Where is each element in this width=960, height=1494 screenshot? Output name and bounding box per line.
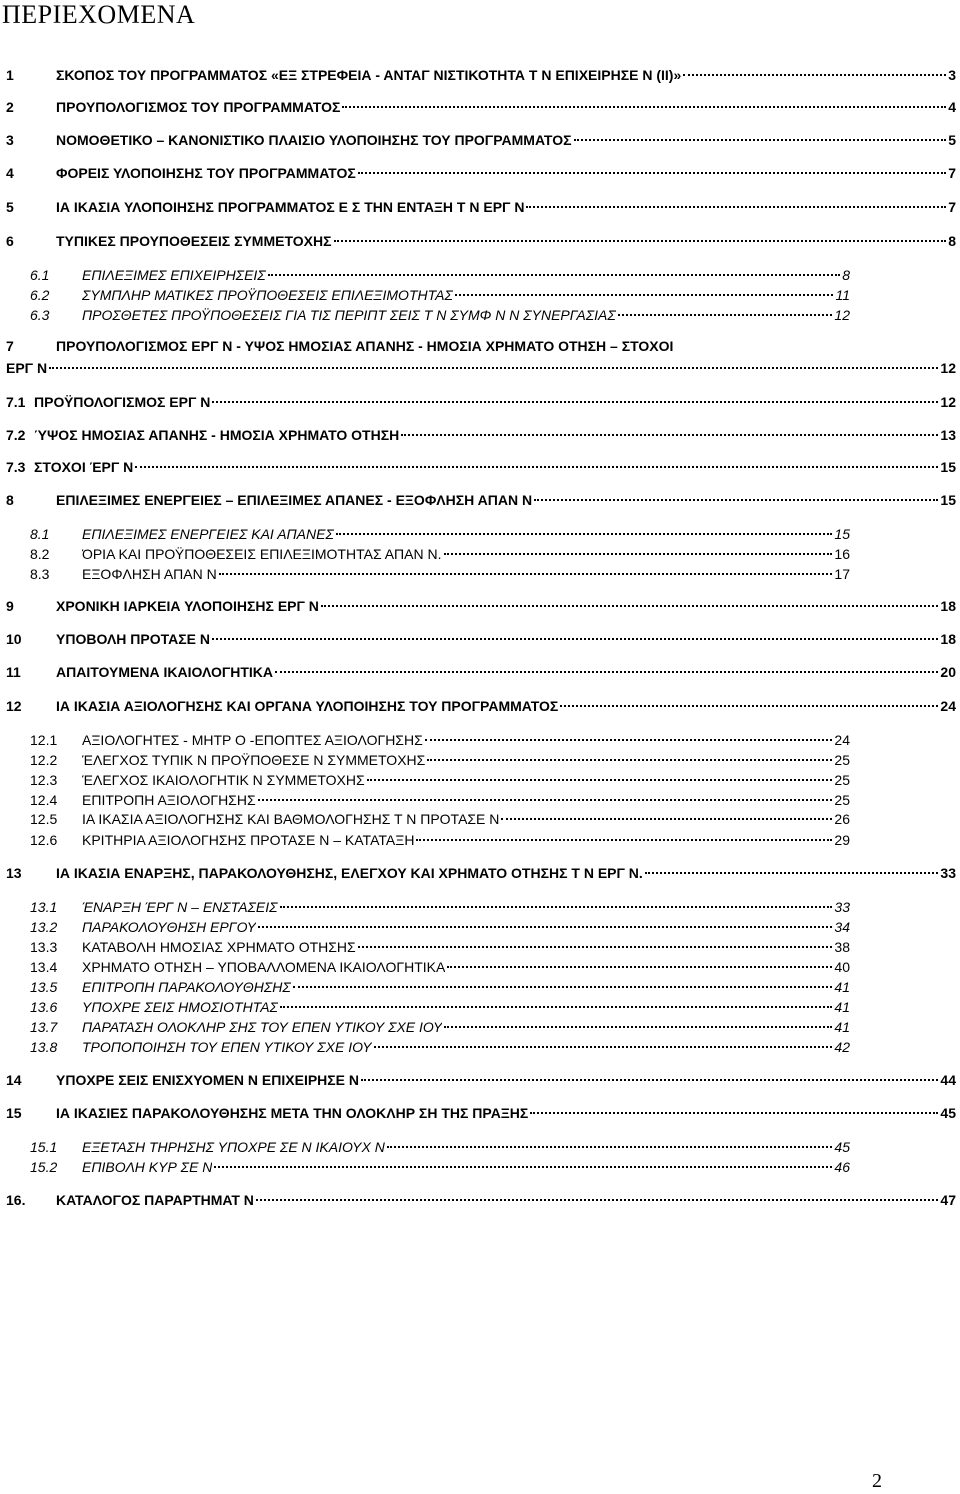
toc-entry-title: ΕΞΕΤΑΣΗ ΤΗΡΗΣΗΣ ΥΠΟΧΡΕ ΣΕ Ν ΙΚΑΙΟΥΧ Ν (82, 1139, 385, 1155)
toc-entry-page: 15 (940, 459, 956, 475)
toc-entry-number: 15 (6, 1105, 22, 1121)
toc-entry-number: 15.1 (30, 1139, 58, 1155)
toc-entry-title: ΝΟΜΟΘΕΤΙΚΟ – ΚΑΝΟΝΙΣΤΙΚΟ ΠΛΑΙΣΙΟ ΥΛΟΠΟΙΗΣΗΣ ΤΟΥ ΠΡΟΓΡΑΜΜΑΤΟΣ (56, 132, 572, 148)
dot-leader (367, 779, 833, 781)
toc-entry-page: 18 (940, 631, 956, 647)
toc-entry-number: 4 (6, 165, 14, 181)
toc-entry[interactable] (6, 132, 956, 148)
toc-subentry[interactable] (30, 566, 850, 582)
toc-entry-page: 44 (940, 1072, 956, 1088)
toc-entry-number: 6.3 (30, 307, 50, 323)
toc-entry-title: ΕΠΙΤΡΟΠΗ ΑΞΙΟΛΟΓΗΣΗΣ (82, 792, 256, 808)
dot-leader (256, 1199, 939, 1201)
toc-entry[interactable] (6, 598, 956, 614)
toc-entry-number: 1 (6, 67, 14, 83)
toc-entry-title: ΚΡΙΤΗΡΙΑ ΑΞΙΟΛΟΓΗΣΗΣ ΠΡΟΤΑΣΕ Ν – ΚΑΤΑΤΑΞΗ (82, 832, 415, 848)
toc-subentry[interactable] (30, 732, 850, 748)
toc-entry-number: 8 (6, 492, 14, 508)
toc-entry-title: ΠΡΟΥΠΟΛΟΓΙΣΜΟΣ ΕΡΓ Ν - ΥΨΟΣ ΗΜΟΣΙΑΣ ΑΠΑΝΗΣ - ΗΜΟΣΙΑ ΧΡΗΜΑΤΟ ΟΤΗΣΗ – ΣΤΟΧΟΙ (56, 338, 674, 354)
toc-entry-page: 25 (834, 772, 850, 788)
toc-subentry[interactable] (30, 267, 850, 283)
toc-entry-page: 15 (834, 526, 850, 542)
dot-leader (501, 818, 832, 820)
toc-subentry[interactable] (30, 546, 850, 562)
toc-entry-page: 45 (940, 1105, 956, 1121)
dot-leader (526, 206, 946, 208)
toc-entry[interactable] (6, 459, 956, 475)
dot-leader (135, 466, 938, 468)
toc-entry-number: 12.5 (30, 811, 58, 827)
toc-entry-number: 5 (6, 199, 14, 215)
toc-entry[interactable] (6, 199, 956, 215)
toc-entry[interactable] (6, 664, 956, 680)
toc-entry-number: 12.6 (30, 832, 58, 848)
toc-entry-page: 38 (834, 939, 850, 955)
toc-entry-title: ΥΠΟΧΡΕ ΣΕΙΣ ΗΜΟΣΙΟΤΗΤΑΣ (82, 999, 278, 1015)
toc-entry-page: 25 (834, 792, 850, 808)
toc-entry-number: 13.7 (30, 1019, 58, 1035)
dot-leader (280, 1006, 832, 1008)
toc-subentry[interactable] (30, 959, 850, 975)
toc-entry-title: ΈΛΕΓΧΟΣ ΙΚΑΙΟΛΟΓΗΤΙΚ Ν ΣΥΜΜΕΤΟΧΗΣ (82, 772, 365, 788)
toc-entry-continuation[interactable] (6, 360, 956, 376)
dot-leader (336, 533, 833, 535)
toc-entry-title: ΕΠΙΛΕΞΙΜΕΣ ΕΠΙΧΕΙΡΗΣΕΙΣ (82, 267, 266, 283)
dot-leader (358, 172, 946, 174)
toc-entry-title: ΠΡΟΥΠΟΛΟΓΙΣΜΟΣ ΤΟΥ ΠΡΟΓΡΑΜΜΑΤΟΣ (56, 99, 341, 115)
toc-entry[interactable] (6, 99, 956, 115)
dot-leader (645, 872, 939, 874)
toc-subentry[interactable] (30, 979, 850, 995)
toc-entry-title: ΙΑ ΙΚΑΣΙΑ ΥΛΟΠΟΙΗΣΗΣ ΠΡΟΓΡΑΜΜΑΤΟΣ Ε Σ ΤΗΝ ΕΝΤΑΞΗ Τ Ν ΕΡΓ Ν (56, 199, 525, 215)
toc-entry-number: 8.1 (30, 526, 50, 542)
toc-subentry[interactable] (30, 919, 850, 935)
toc-subentry[interactable] (30, 792, 850, 808)
toc-entry-title: ΧΡΟΝΙΚΗ ΙΑΡΚΕΙΑ ΥΛΟΠΟΙΗΣΗΣ ΕΡΓ Ν (56, 598, 319, 614)
toc-entry-number: 13.2 (30, 919, 58, 935)
toc-entry-number: 10 (6, 631, 22, 647)
toc-subentry[interactable] (30, 772, 850, 788)
toc-entry-page: 11 (835, 287, 850, 303)
dot-leader (683, 74, 946, 76)
dot-leader (387, 1146, 833, 1148)
toc-entry-number: 13.8 (30, 1039, 58, 1055)
toc-entry[interactable] (6, 394, 956, 410)
toc-entry-page: 26 (834, 811, 850, 827)
toc-entry-page: 24 (940, 698, 956, 714)
toc-entry-number: 14 (6, 1072, 22, 1088)
toc-entry[interactable] (6, 233, 956, 249)
toc-entry-page: 42 (834, 1039, 850, 1055)
toc-entry-number: 7 (6, 338, 14, 354)
toc-entry-title: ΕΠΙΛΕΞΙΜΕΣ ΕΝΕΡΓΕΙΕΣ – ΕΠΙΛΕΞΙΜΕΣ ΑΠΑΝΕΣ - ΕΞΟΦΛΗΣΗ ΑΠΑΝ Ν (56, 492, 533, 508)
toc-entry[interactable] (6, 865, 956, 881)
toc-subentry[interactable] (30, 939, 850, 955)
page-title: ΠΕΡΙΕΧΟΜΕΝΑ (2, 0, 196, 29)
toc-entry-number: 13.3 (30, 939, 58, 955)
toc-entry-title: ΚΑΤΑΒΟΛΗ ΗΜΟΣΙΑΣ ΧΡΗΜΑΤΟ ΟΤΗΣΗΣ (82, 939, 356, 955)
toc-entry-number: 8.3 (30, 566, 50, 582)
toc-entry-title: ΚΑΤΑΛΟΓΟΣ ΠΑΡΑΡΤΗΜΑΤ Ν (56, 1192, 254, 1208)
dot-leader (574, 139, 947, 141)
dot-leader (342, 106, 946, 108)
toc-entry-title: ΣΚΟΠΟΣ ΤΟΥ ΠΡΟΓΡΑΜΜΑΤΟΣ «ΕΞ ΣΤΡΕΦΕΙΑ - ΑΝΤΑΓ ΝΙΣΤΙΚΟΤΗΤΑ Τ Ν ΕΠΙΧΕΙΡΗΣΕ Ν (ΙΙ)» (56, 67, 682, 83)
toc-subentry[interactable] (30, 899, 850, 915)
dot-leader (293, 986, 833, 988)
toc-entry[interactable] (6, 338, 956, 354)
toc-subentry[interactable] (30, 526, 850, 542)
dot-leader (425, 739, 833, 741)
toc-entry-title: ΈΛΕΓΧΟΣ ΤΥΠΙΚ Ν ΠΡΟΫΠΟΘΕΣΕ Ν ΣΥΜΜΕΤΟΧΗΣ (82, 752, 426, 768)
dot-leader (49, 367, 938, 369)
toc-entry-title: ΕΞΟΦΛΗΣΗ ΑΠΑΝ Ν (82, 566, 217, 582)
dot-leader (214, 1166, 832, 1168)
toc-entry-page: 16 (834, 546, 850, 562)
toc-entry-page: 12 (940, 360, 956, 376)
toc-subentry[interactable] (30, 1039, 850, 1055)
toc-entry-page: 8 (842, 267, 850, 283)
toc-entry-title: ΠΑΡΑΚΟΛΟΥΘΗΣΗ ΕΡΓΟΥ (82, 919, 257, 935)
dot-leader (280, 906, 833, 908)
toc-entry-number: 13.5 (30, 979, 58, 995)
dot-leader (258, 799, 833, 801)
toc-entry-page: 18 (940, 598, 956, 614)
toc-subentry[interactable] (30, 287, 850, 303)
dot-leader (374, 1046, 833, 1048)
dot-leader (212, 401, 938, 403)
toc-entry-page: 5 (948, 132, 956, 148)
toc-entry-number: 13.1 (30, 899, 58, 915)
dot-leader (334, 240, 947, 242)
toc-entry-page: 7 (948, 199, 956, 215)
toc-subentry[interactable] (30, 752, 850, 768)
toc-subentry[interactable] (30, 307, 850, 323)
toc-entry-page: 41 (834, 1019, 850, 1035)
toc-entry-page: 13 (940, 427, 956, 443)
toc-entry-number: 12.3 (30, 772, 58, 788)
toc-entry-number: 15.2 (30, 1159, 58, 1175)
toc-entry-number: 7.1 (6, 394, 26, 410)
toc-entry-number: 13.6 (30, 999, 58, 1015)
dot-leader (212, 638, 938, 640)
toc-entry[interactable] (6, 698, 956, 714)
toc-entry-page: 45 (834, 1139, 850, 1155)
toc-entry-number: 12.4 (30, 792, 58, 808)
dot-leader (444, 553, 833, 555)
dot-leader (447, 966, 832, 968)
toc-entry-title: ΧΡΗΜΑΤΟ ΟΤΗΣΗ – ΥΠΟΒΑΛΛΟΜΕΝΑ ΙΚΑΙΟΛΟΓΗΤΙΚΑ (82, 959, 446, 975)
dot-leader (321, 605, 939, 607)
toc-entry[interactable] (6, 67, 956, 83)
toc-entry-number: 12.1 (30, 732, 58, 748)
toc-entry-number: 12 (6, 698, 22, 714)
toc-entry-page: 29 (834, 832, 850, 848)
toc-entry-number: 13 (6, 865, 22, 881)
toc-entry-page: 24 (834, 732, 850, 748)
toc-entry-title: ΣΥΜΠΛΗΡ ΜΑΤΙΚΕΣ ΠΡΟΫΠΟΘΕΣΕΙΣ ΕΠΙΛΕΞΙΜΟΤΗΤΑΣ (82, 287, 453, 303)
toc-entry-page: 12 (834, 307, 850, 323)
toc-subentry[interactable] (30, 811, 850, 827)
toc-entry-title: ΑΠΑΙΤΟΥΜΕΝΑ ΙΚΑΙΟΛΟΓΗΤΙΚΑ (56, 664, 274, 680)
toc-entry-title: ΠΡΟΫΠΟΛΟΓΙΣΜΟΣ ΕΡΓ Ν (34, 394, 211, 410)
toc-entry-page: 47 (940, 1192, 956, 1208)
toc-entry-number: 12.2 (30, 752, 58, 768)
toc-entry-title: ΥΠΟΒΟΛΗ ΠΡΟΤΑΣΕ Ν (56, 631, 210, 647)
toc-entry-page: 17 (834, 566, 850, 582)
toc-entry-title: ΈΝΑΡΞΗ ΈΡΓ Ν – ΕΝΣΤΑΣΕΙΣ (82, 899, 278, 915)
dot-leader (275, 671, 938, 673)
toc-entry-page: 41 (834, 999, 850, 1015)
toc-entry-number: 6.2 (30, 287, 50, 303)
toc-entry-title: ΙΑ ΙΚΑΣΙΑ ΑΞΙΟΛΟΓΗΣΗΣ ΚΑΙ ΒΑΘΜΟΛΟΓΗΣΗΣ Τ Ν ΠΡΟΤΑΣΕ Ν (82, 811, 500, 827)
dot-leader (618, 314, 833, 316)
toc-subentry[interactable] (30, 999, 850, 1015)
dot-leader (258, 926, 832, 928)
toc-entry-page: 33 (940, 865, 956, 881)
toc-subentry[interactable] (30, 1159, 850, 1175)
toc-entry-number: 2 (6, 99, 14, 115)
toc-entry-title: ΠΑΡΑΤΑΣΗ ΟΛΟΚΛΗΡ ΣΗΣ ΤΟΥ ΕΠΕΝ ΥΤΙΚΟΥ ΣΧΕ ΙΟΥ (82, 1019, 443, 1035)
dot-leader (416, 839, 832, 841)
toc-entry-page: 34 (834, 919, 850, 935)
toc-entry-page: 7 (948, 165, 956, 181)
dot-leader (455, 294, 834, 296)
dot-leader (427, 759, 832, 761)
toc-entry-title: ΕΠΙΛΕΞΙΜΕΣ ΕΝΕΡΓΕΙΕΣ ΚΑΙ ΑΠΑΝΕΣ (82, 526, 334, 542)
toc-entry-page: 8 (948, 233, 956, 249)
dot-leader (361, 1079, 938, 1081)
dot-leader (530, 1112, 938, 1114)
toc-entry-page: 46 (834, 1159, 850, 1175)
toc-entry[interactable] (6, 492, 956, 508)
toc-entry[interactable] (6, 631, 956, 647)
toc-entry-page: 33 (834, 899, 850, 915)
dot-leader (358, 946, 833, 948)
toc-entry-page: 25 (834, 752, 850, 768)
toc-entry[interactable] (6, 427, 956, 443)
toc-entry-title: ΕΠΙΒΟΛΗ ΚΥΡ ΣΕ Ν (82, 1159, 213, 1175)
dot-leader (401, 434, 938, 436)
toc-entry-page: 3 (948, 67, 956, 83)
toc-entry-page: 20 (940, 664, 956, 680)
toc-entry-number: 9 (6, 598, 14, 614)
toc-entry-title: ΌΡΙΑ ΚΑΙ ΠΡΟΫΠΟΘΕΣΕΙΣ ΕΠΙΛΕΞΙΜΟΤΗΤΑΣ ΑΠΑΝ Ν. (82, 546, 442, 562)
toc-entry-page: 40 (834, 959, 850, 975)
page-number: 2 (872, 1470, 882, 1492)
toc-entry-title: ΠΡΟΣΘΕΤΕΣ ΠΡΟΫΠΟΘΕΣΕΙΣ ΓΙΑ ΤΙΣ ΠΕΡΙΠΤ ΣΕΙΣ Τ Ν ΣΥΜΦ Ν Ν ΣΥΝΕΡΓΑΣΙΑΣ (82, 307, 616, 323)
toc-entry-title: ΙΑ ΙΚΑΣΙΕΣ ΠΑΡΑΚΟΛΟΥΘΗΣΗΣ ΜΕΤΑ ΤΗΝ ΟΛΟΚΛΗΡ ΣΗ ΤΗΣ ΠΡΑΞΗΣ (56, 1105, 529, 1121)
dot-leader (219, 573, 833, 575)
toc-entry[interactable] (6, 165, 956, 181)
toc-entry-number: 7.2 (6, 427, 26, 443)
toc-entry-title-continuation: ΕΡΓ Ν (6, 360, 48, 376)
toc-entry-title: ΑΞΙΟΛΟΓΗΤΕΣ - ΜΗΤΡ Ο -ΕΠΟΠΤΕΣ ΑΞΙΟΛΟΓΗΣΗΣ (82, 732, 423, 748)
dot-leader (534, 499, 938, 501)
toc-entry-page: 15 (940, 492, 956, 508)
toc-entry-number: 8.2 (30, 546, 50, 562)
toc-entry-title: ΥΠΟΧΡΕ ΣΕΙΣ ΕΝΙΣΧΥΟΜΕΝ Ν ΕΠΙΧΕΙΡΗΣΕ Ν (56, 1072, 360, 1088)
dot-leader (268, 274, 841, 276)
toc-subentry[interactable] (30, 832, 850, 848)
toc-entry-title: ΙΑ ΙΚΑΣΙΑ ΑΞΙΟΛΟΓΗΣΗΣ ΚΑΙ ΟΡΓΑΝΑ ΥΛΟΠΟΙΗΣΗΣ ΤΟΥ ΠΡΟΓΡΑΜΜΑΤΟΣ (56, 698, 559, 714)
toc-entry-number: 11 (6, 664, 21, 680)
toc-entry-number: 6.1 (30, 267, 50, 283)
toc-subentry[interactable] (30, 1019, 850, 1035)
toc-entry-title: ΎΨΟΣ ΗΜΟΣΙΑΣ ΑΠΑΝΗΣ - ΗΜΟΣΙΑ ΧΡΗΜΑΤΟ ΟΤΗΣΗ (34, 427, 400, 443)
toc-entry-title: ΤΡΟΠΟΠΟΙΗΣΗ ΤΟΥ ΕΠΕΝ ΥΤΙΚΟΥ ΣΧΕ ΙΟΥ (82, 1039, 372, 1055)
toc-entry-number: 7.3 (6, 459, 26, 475)
toc-entry-title: ΣΤΟΧΟΙ ΈΡΓ Ν (34, 459, 134, 475)
toc-entry-page: 41 (834, 979, 850, 995)
toc-entry-page: 12 (940, 394, 956, 410)
toc-entry-number: 6 (6, 233, 14, 249)
dot-leader (444, 1026, 832, 1028)
toc-entry-number: 13.4 (30, 959, 58, 975)
toc-entry[interactable] (6, 1072, 956, 1088)
toc-entry[interactable] (6, 1192, 956, 1208)
toc-entry-title: ΦΟΡΕΙΣ ΥΛΟΠΟΙΗΣΗΣ ΤΟΥ ΠΡΟΓΡΑΜΜΑΤΟΣ (56, 165, 356, 181)
toc-entry-title: ΤΥΠΙΚΕΣ ΠΡΟΥΠΟΘΕΣΕΙΣ ΣΥΜΜΕΤΟΧΗΣ (56, 233, 332, 249)
toc-entry-title: ΙΑ ΙΚΑΣΙΑ ΕΝΑΡΞΗΣ, ΠΑΡΑΚΟΛΟΥΘΗΣΗΣ, ΕΛΕΓΧΟΥ ΚΑΙ ΧΡΗΜΑΤΟ ΟΤΗΣΗΣ Τ Ν ΕΡΓ Ν. (56, 865, 643, 881)
toc-entry-number: 3 (6, 132, 14, 148)
dot-leader (560, 705, 938, 707)
toc-entry-title: ΕΠΙΤΡΟΠΗ ΠΑΡΑΚΟΛΟΥΘΗΣΗΣ (82, 979, 291, 995)
toc-subentry[interactable] (30, 1139, 850, 1155)
toc-entry[interactable] (6, 1105, 956, 1121)
toc-entry-page: 4 (948, 99, 956, 115)
toc-entry-number: 16. (6, 1192, 26, 1208)
